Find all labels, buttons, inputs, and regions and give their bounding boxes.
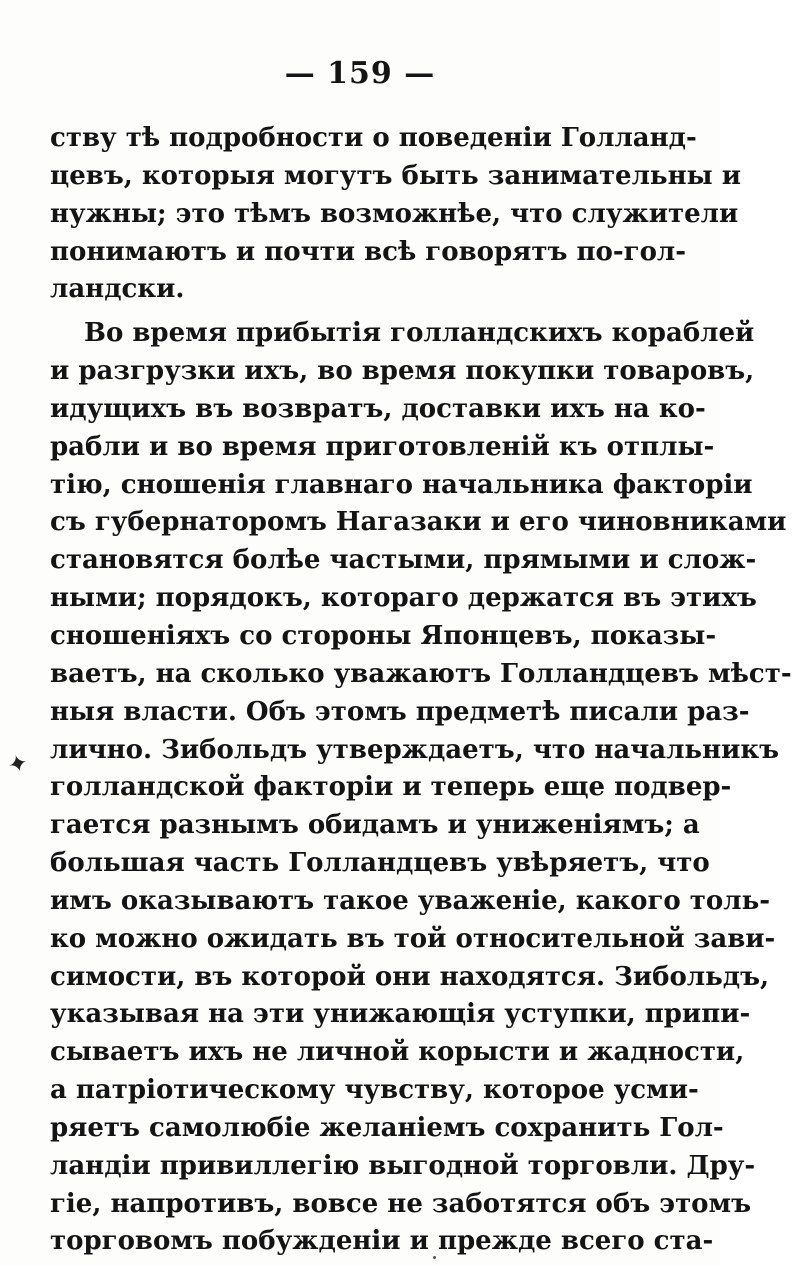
page-number: — 159 — [284, 56, 436, 91]
text-line: съ губернаторомъ Нагазаки и его чиновниками [50, 507, 787, 538]
text-line: и разгрузки ихъ, во время покупки товаровъ, [50, 356, 755, 387]
text-line: голландской факторiи и теперь еще подвер- [50, 772, 732, 803]
text-line: ныя власти. Объ этомъ предметѣ писали раз- [50, 696, 750, 727]
text-line: ландски. [50, 274, 185, 305]
text-line: ными; порядокъ, котораго держатся въ этихъ [50, 583, 757, 614]
ink-speck [433, 1256, 436, 1259]
body-text [50, 120, 792, 1261]
text-line: указывая на эти унижающiя уступки, припи- [50, 999, 751, 1030]
text-line: гается разнымъ обидамъ и униженiямъ; а [50, 810, 700, 841]
text-line: гiе, напротивъ, вовсе не заботятся объ этомъ [50, 1188, 752, 1219]
text-line: цевъ, которыя могутъ быть занимательны и [50, 160, 742, 191]
text-line: торговомъ побужденiи и прежде всего ста- [50, 1226, 714, 1257]
text-line: ландiи привиллегiю выгодной торговли. Дру- [50, 1150, 756, 1181]
text-line: Во время прибытiя голландскихъ кораблей [84, 318, 755, 349]
margin-mark-icon: ✦ [4, 747, 32, 781]
text-line: нужны; это тѣмъ возможнѣе, что служители [50, 198, 739, 229]
text-line: сношенiяхъ со стороны Японцевъ, показы- [50, 620, 717, 651]
text-line: симости, въ которой они находятся. Зибольдъ, [50, 961, 770, 992]
text-line: лично. Зибольдъ утверждаетъ, что начальникъ [50, 734, 780, 765]
text-line: идущихъ въ возвратъ, доставки ихъ на ко- [50, 393, 706, 424]
text-line: а патрiотическому чувству, которое усми- [50, 1075, 699, 1106]
text-line: становятся болѣе частыми, прямыми и слож- [50, 545, 757, 576]
text-line: ваетъ, на сколько уважаютъ Голландцевъ мѣст- [50, 658, 792, 689]
text-line: рабли и во время приготовленiй къ отплы- [50, 431, 715, 462]
text-line: ряетъ самолюбiе желанiемъ сохранить Гол- [50, 1112, 724, 1143]
text-line: понимаютъ и почти всѣ говорятъ по-гол- [50, 236, 687, 267]
text-line: имъ оказываютъ такое уваженiе, какого толь- [50, 885, 771, 916]
text-line: ко можно ожидать въ той относительной зави- [50, 923, 776, 954]
text-line: большая часть Голландцевъ увѣряетъ, что [50, 848, 710, 879]
text-line: ству тѣ подробности о поведенiи Голланд- [50, 123, 697, 153]
text-line: сываетъ ихъ не личной корысти и жадности, [50, 1037, 745, 1068]
paragraph [50, 120, 742, 309]
paragraph [50, 315, 792, 1261]
text-line: тiю, сношенiя главнаго начальника факторiи [50, 469, 753, 500]
